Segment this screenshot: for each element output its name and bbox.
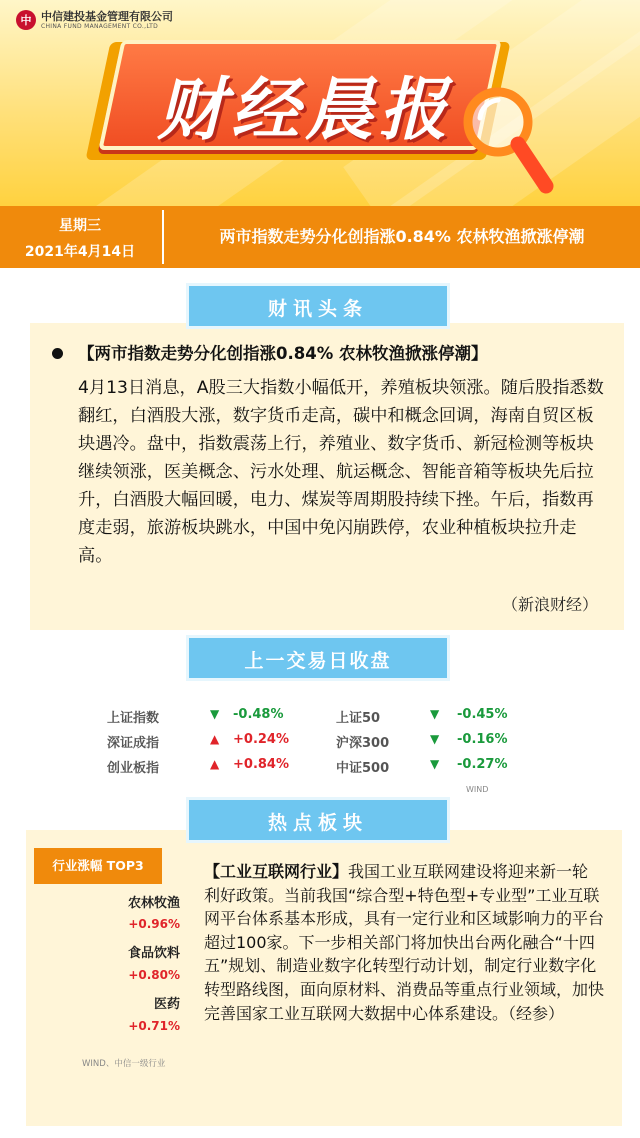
market-row <box>0 757 640 777</box>
hot-article-body: 我国工业互联网建设将迎来新一轮利好政策。当前我国“综合型+特色型+专业型”工业互联网平台体系基本形成，具有一定行业和区域影响力的平台超过100家。下一步相关部门将加快出台两化融合“十四五”规划、制造业数字化转型行动计划，制定行业数字化转型路线图，面向原材料、消费品等重点行业领域，加快完善国家工业互联网大数据中心体系建设。（经参） <box>204 862 605 1023</box>
sector-name: 食品饮料 <box>127 946 180 961</box>
down-arrow-icon: ▼ <box>430 707 440 721</box>
index-change: -0.16% <box>457 732 508 747</box>
down-arrow-icon: ▼ <box>430 732 440 746</box>
index-change: +0.84% <box>233 757 289 772</box>
up-arrow-icon: ▲ <box>210 757 220 771</box>
index-name: 沪深300 <box>336 736 390 751</box>
market-source: WIND <box>466 785 489 794</box>
sector-source: WIND、中信一级行业 <box>82 1059 166 1069</box>
up-arrow-icon: ▲ <box>210 732 220 746</box>
index-change: +0.24% <box>233 732 289 747</box>
news-source: （新浪财经） <box>501 595 598 614</box>
section-tab-market: 上一交易日收盘 <box>186 635 450 681</box>
bullet-icon <box>52 348 63 359</box>
index-name: 上证50 <box>336 711 381 726</box>
hot-article <box>204 860 604 1025</box>
date-block <box>0 206 160 268</box>
top-banner <box>0 0 640 206</box>
magnifier-icon <box>456 78 556 198</box>
index-change: -0.48% <box>233 707 284 722</box>
top3-label: 行业涨幅 TOP3 <box>34 848 162 884</box>
weekday-label: 星期三 <box>59 218 101 234</box>
index-change: -0.45% <box>457 707 508 722</box>
section-tab-hot: 热点板块 <box>186 797 450 843</box>
index-change: -0.27% <box>457 757 508 772</box>
sector-change: +0.96% <box>128 917 180 931</box>
down-arrow-icon: ▼ <box>210 707 220 721</box>
date-label: 2021年4月14日 <box>24 244 136 260</box>
logo-name-cn: 中信建投基金管理有限公司 <box>41 9 173 23</box>
index-name: 中证500 <box>336 761 390 776</box>
sector-name: 农林牧渔 <box>127 896 180 911</box>
sector-change: +0.80% <box>128 968 180 982</box>
index-name: 创业板指 <box>107 761 160 776</box>
sector-name: 医药 <box>153 997 180 1012</box>
market-row <box>0 707 640 727</box>
index-name: 上证指数 <box>107 711 160 726</box>
header-headline: 两市指数走势分化创指涨0.84% 农林牧渔掀涨停潮 <box>219 227 585 246</box>
company-logo <box>16 10 173 30</box>
index-name: 深证成指 <box>107 736 160 751</box>
logo-mark-icon: 中 <box>16 10 36 30</box>
market-row <box>0 732 640 752</box>
sector-change: +0.71% <box>128 1019 180 1033</box>
down-arrow-icon: ▼ <box>430 757 440 771</box>
hot-article-title: 【工业互联网行业】 <box>204 862 349 881</box>
page-title: 财经晨报 <box>156 71 453 150</box>
news-body: 4月13日消息，A股三大指数小幅低开，养殖板块领涨。随后股指悉数翻红，白酒股大涨，数字货币走高，碳中和概念回调，海南自贸区板块遇冷。盘中，指数震荡上行，养殖业、数字货币、新冠检测等板块继续领涨，医美概念、污水处理、航运概念、智能音箱等板块先后拉升，白酒股大幅回暖，电力、煤炭等周期股持续下挫。午后，指数再度走弱，旅游板块跳水，中国中免闪崩跌停，农业种植板块拉升走高。 <box>78 378 604 566</box>
news-title: 【两市指数走势分化创指涨0.84% 农林牧渔掀涨停潮】 <box>78 344 488 363</box>
section-tab-news: 财讯头条 <box>186 283 450 329</box>
logo-name-en: CHINA FUND MANAGEMENT CO.,LTD <box>41 22 159 30</box>
header-bar <box>0 206 640 268</box>
